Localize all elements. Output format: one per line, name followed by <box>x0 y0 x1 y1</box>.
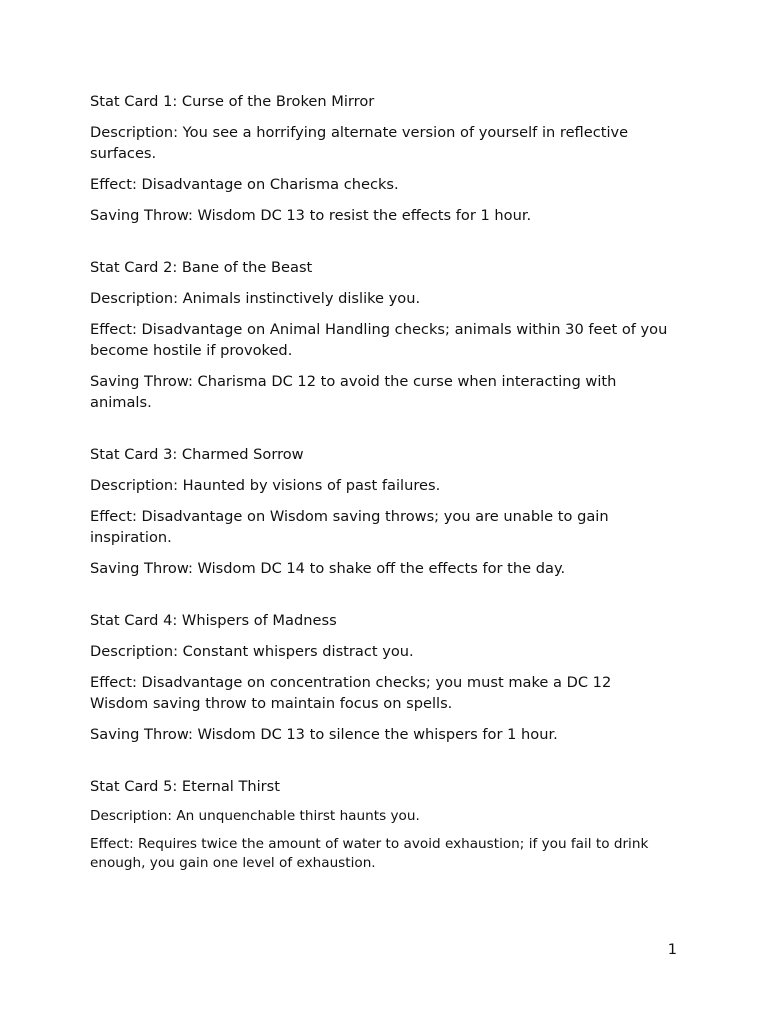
stat-card-effect: Effect: Requires twice the amount of water to avoid exhaustion; if you fail to drink enough, you gain one level of exhaustion. <box>90 836 649 871</box>
stat-card-title: Stat Card 3: Charmed Sorrow <box>90 446 304 463</box>
stat-card-title: Stat Card 2: Bane of the Beast <box>90 259 313 276</box>
stat-card-description: Description: An unquenchable thirst haunts you. <box>90 808 420 824</box>
stat-card-description: Description: Constant whispers distract you. <box>90 643 414 660</box>
stat-card-description: Description: Haunted by visions of past failures. <box>90 477 441 494</box>
stat-card-3 <box>90 444 670 579</box>
stat-card-saving-throw: Saving Throw: Wisdom DC 14 to shake off the effects for the day. <box>90 560 566 577</box>
stat-card-saving-throw: Saving Throw: Wisdom DC 13 to silence the whispers for 1 hour. <box>90 726 558 743</box>
stat-card-saving-throw: Saving Throw: Wisdom DC 13 to resist the effects for 1 hour. <box>90 207 532 224</box>
stat-card-description: Description: Animals instinctively dislike you. <box>90 290 421 307</box>
stat-card-title: Stat Card 1: Curse of the Broken Mirror <box>90 93 375 110</box>
stat-card-description: Description: You see a horrifying alternate version of yourself in reflective surfaces. <box>90 124 629 162</box>
stat-card-effect: Effect: Disadvantage on Charisma checks. <box>90 176 399 193</box>
stat-card-title: Stat Card 4: Whispers of Madness <box>90 612 337 629</box>
document-body <box>90 91 670 882</box>
stat-card-5 <box>90 776 670 873</box>
stat-card-effect: Effect: Disadvantage on Wisdom saving throws; you are unable to gain inspiration. <box>90 508 609 546</box>
stat-card-4 <box>90 610 670 745</box>
stat-card-title: Stat Card 5: Eternal Thirst <box>90 778 281 795</box>
stat-card-1 <box>90 91 670 226</box>
stat-card-effect: Effect: Disadvantage on concentration checks; you must make a DC 12 Wisdom saving throw to maintain focus on spells. <box>90 674 612 712</box>
stat-card-2 <box>90 257 670 413</box>
stat-card-saving-throw: Saving Throw: Charisma DC 12 to avoid the curse when interacting with animals. <box>90 373 617 411</box>
stat-card-effect: Effect: Disadvantage on Animal Handling checks; animals within 30 feet of you become hostile if provoked. <box>90 321 668 359</box>
page-number: 1 <box>667 941 677 958</box>
